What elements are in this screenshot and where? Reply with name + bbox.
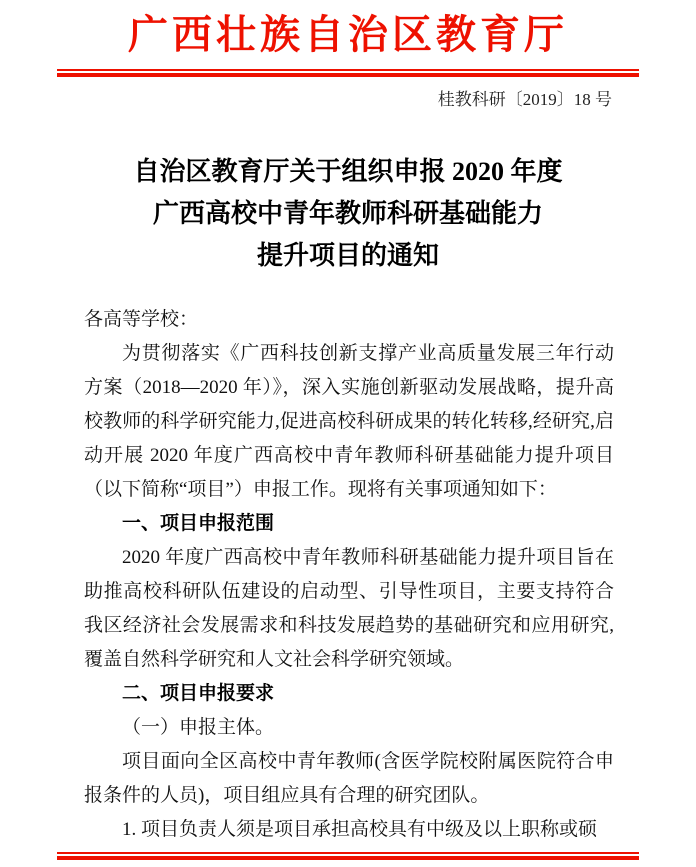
header-divider-rule [57, 69, 639, 77]
section-heading-2: 二、项目申报要求 [122, 683, 275, 704]
document-body [84, 303, 614, 847]
salutation: 各高等学校： [84, 309, 199, 330]
sub-heading-applicant: （一）申报主体。 [122, 717, 275, 738]
footer-divider-rule [57, 852, 639, 860]
paragraph-scope: 2020 年度广西高校中青年教师科研基础能力提升项目旨在助推高校科研队伍建设的启动型、引导性项目，主要支持符合我区经济社会发展需求和科技发展趋势的基础研究和应用研究,覆盖自然科学研究和人文社会科学研究领域。 [84, 547, 614, 670]
notice-title [20, 151, 676, 277]
paragraph-leader-requirement: 1. 项目负责人须是项目承担高校具有中级及以上职称或硕 [122, 819, 598, 840]
document-number: 桂教科研〔2019〕18 号 [437, 90, 612, 109]
paragraph-eligibility: 项目面向全区高校中青年教师(含医学院校附属医院符合申报条件的人员)，项目组应具有合理的研究团队。 [84, 751, 614, 806]
paragraph-opening: 为贯彻落实《广西科技创新支撑产业高质量发展三年行动方案（2018—2020 年）》，深入实施创新驱动发展战略，提升高校教师的科学研究能力,促进高校科研成果的转化转移,经研究,启动开展 2020 年度广西高校中青年教师科研基础能力提升项目（以下简称“项目”）申报工作。现将有关事项通知如下： [84, 343, 614, 500]
title-line-2: 广西高校中青年教师科研基础能力 [152, 199, 543, 228]
title-line-3: 提升项目的通知 [256, 241, 439, 270]
title-line-1: 自治区教育厅关于组织申报 2020 年度 [133, 157, 563, 186]
letterhead-agency-name: 广西壮族自治区教育厅 [128, 12, 568, 57]
section-heading-1: 一、项目申报范围 [122, 513, 275, 534]
